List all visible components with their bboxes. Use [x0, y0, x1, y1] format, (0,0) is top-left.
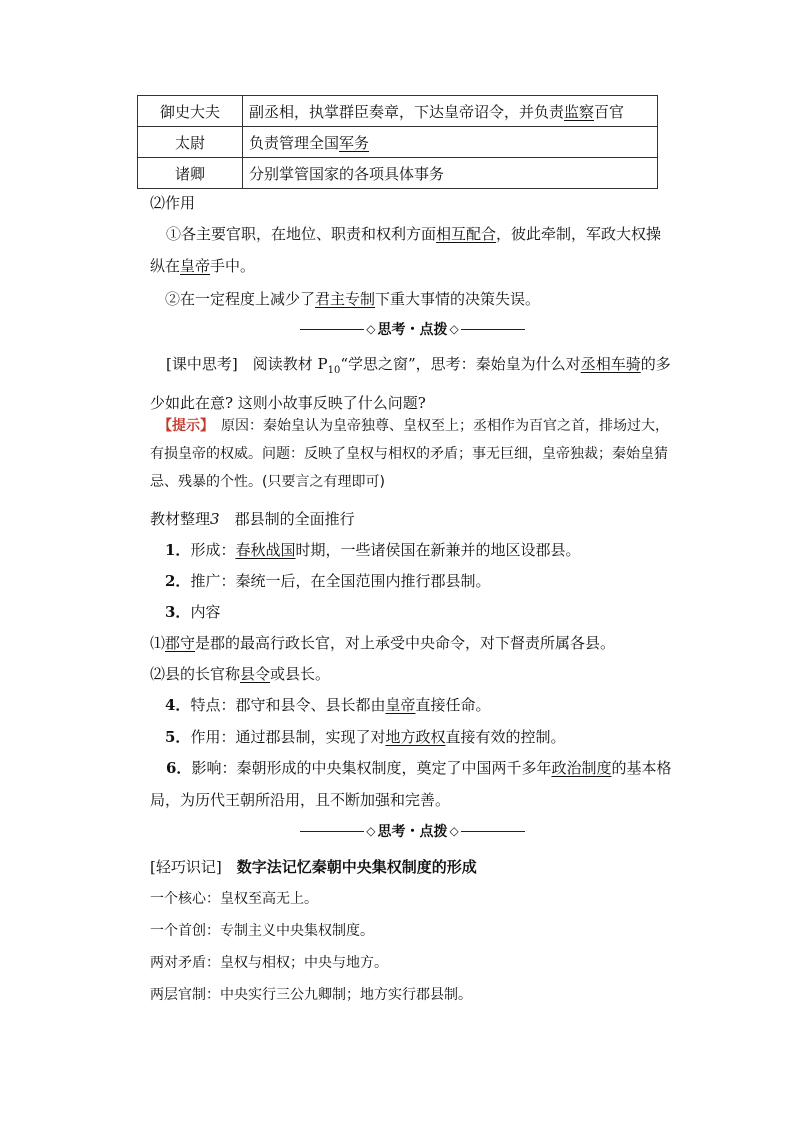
post-name: 太尉	[138, 127, 243, 158]
section-divider: ◇ 思考・点拨 ◇	[300, 820, 525, 842]
hint-paragraph: 【提示】 原因：秦始皇认为皇帝独尊、皇权至上；丞相作为百官之首，排场过大，有损皇帝的权威。问题：反映了皇权与相权的矛盾；事无巨细，皇帝独裁；秦始皇猜忌、残暴的个性。(只要言之有理即可)	[150, 418, 669, 490]
list-item: 1．形成：春秋战国时期，一些诸侯国在新兼并的地区设郡县。	[165, 541, 581, 559]
list-item: 5．作用：通过郡县制，实现了对地方政权直接有效的控制。	[165, 728, 566, 746]
post-duty: 副丞相，执掌群臣奏章，下达皇帝诏令，并负责监察百官	[243, 96, 658, 127]
officials-table	[137, 95, 658, 189]
post-name: 诸卿	[138, 158, 243, 189]
memo-title: [轻巧识记] 数字法记忆秦朝中央集权制度的形成	[150, 858, 477, 876]
role-point-1: ①各主要官职，在地位、职责和权利方面相互配合，彼此牵制，军政大权操纵在皇帝手中。	[150, 225, 662, 275]
list-item: 4．特点：郡守和县令、县长都由皇帝直接任命。	[165, 696, 491, 714]
post-duty: 分别掌管国家的各项具体事务	[243, 158, 658, 189]
role-heading: ⑵作用	[150, 194, 196, 212]
list-subitem: ⑴郡守是郡的最高行政长官，对上承受中央命令，对下督责所属各县。	[150, 634, 616, 652]
post-duty: 负责管理全国军务	[243, 127, 658, 158]
table-row	[138, 127, 658, 158]
list-subitem: ⑵县的长官称县令或县长。	[150, 665, 331, 683]
memo-line: 两对矛盾：皇权与相权；中央与地方。	[150, 955, 388, 971]
memo-line: 两层官制：中央实行三公九卿制；地方实行郡县制。	[150, 987, 472, 1003]
table-row	[138, 158, 658, 189]
list-item: 3．内容	[165, 603, 221, 621]
section-title: 教材整理3 郡县制的全面推行	[150, 510, 355, 528]
hint-tag: 【提示】	[158, 418, 207, 434]
memo-line: 一个核心：皇权至高无上。	[150, 891, 318, 907]
section-divider: ◇ 思考・点拨 ◇	[300, 318, 525, 340]
table-row	[138, 96, 658, 127]
list-item: 2．推广：秦统一后，在全国范围内推行郡县制。	[165, 572, 491, 590]
role-point-2: ②在一定程度上减少了君主专制下重大事情的决策失误。	[165, 290, 541, 308]
memo-line: 一个首创：专制主义中央集权制度。	[150, 923, 374, 939]
list-item: 6．影响：秦朝形成的中央集权制度，奠定了中国两千多年政治制度的基本格局，为历代王朝所沿用，且不断加强和完善。	[150, 759, 672, 809]
post-name: 御史大夫	[138, 96, 243, 127]
think-question: [课中思考] 阅读教材 $P_{10}“$学思之窗”，思考：秦始皇为什么对丞相车骑的多少如此在意? 这则小故事反映了什么问题?	[150, 355, 671, 412]
